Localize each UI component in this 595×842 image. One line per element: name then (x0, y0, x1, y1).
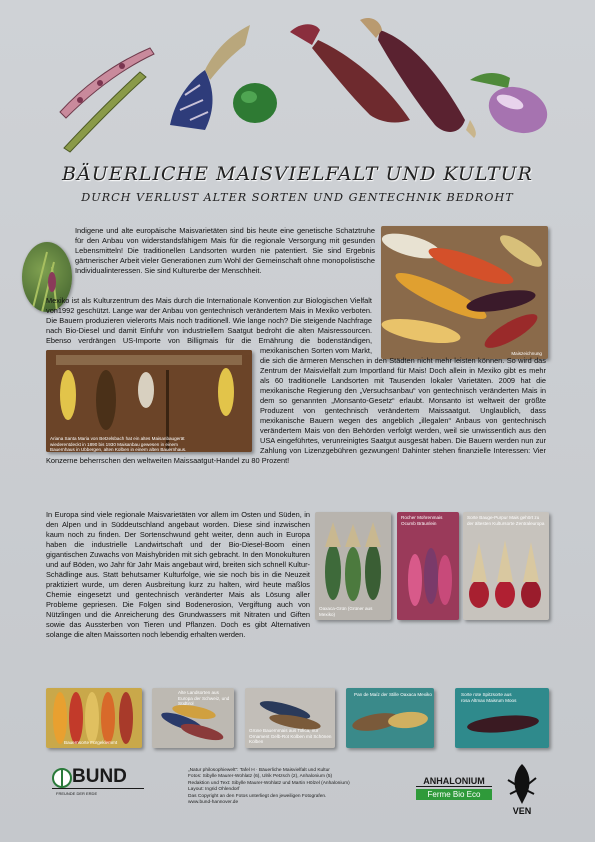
strip-photo-5 (455, 688, 549, 748)
green-pepper-icon (233, 83, 277, 123)
strip-photo-2 (152, 688, 234, 748)
intro-section (75, 226, 375, 276)
red-corn-caption: Sorte Bauge-Purpur Mais gehört zu der ältesten Kultursorte Zentraleuropa (467, 515, 545, 526)
europe-section (46, 510, 310, 640)
page-subtitle: DURCH VERLUST ALTER SORTEN UND GENTECHNIK BEDROHT (81, 191, 514, 204)
pink-corn-icon (397, 512, 459, 620)
anhalonium-name: ANHALONIUM (416, 776, 492, 787)
barn-photo (46, 350, 252, 452)
europe-paragraph: In Europa sind viele regionale Maisvarietäten vor allem im Osten und Süden, in den Alpen und in Süddeutschland angebaut worden. Diese sind inzwischen kaum noch zu finden. Der Sortenschwund geht weiter, denn auch in Europa haben die industrielle Landwirtschaft und der Bio-Diesel-Boom einen gigantischen Zuwachs von Maishybriden mit sich gebracht. In den Monokulturen und auf Böden, wo Jahr für Jahr Mais angebaut wird, breiten sich schnell Kultur-Schädlinge aus. Statt behutsamer Kulturfolge, wie sie noch bis in die Neuzeit praktiziert wurde, um deren Ausbreitung kurz zu halten, wird heute maßlos Chemie eingesetzt und gentechnisch veränderter Mais als Lösung aller Probleme gepriesen. Die Folgen sind Bodenerosion, Vergiftung auch von Nützlingen und die Anreicherung des Grundwassers mit Nitraten und Giften sowie das Aussterben von Tieren und Pflanzen. Doch es gibt Alternativen solange die alten Maissorten noch lebendig erhalten werden. (46, 510, 310, 639)
eggplant-icon (470, 73, 554, 141)
credit-line: Fotos: Sibylle Maurer-Wohlatz (6), Ulrik Petzsch (2), Anhalonium (5) (188, 774, 333, 780)
website-link[interactable]: www.bund-hannover.de (188, 800, 239, 806)
strip-photo-1 (46, 688, 142, 748)
strip-caption-4: Pan de Maíz der Stille Oaxaca Mexiko (354, 692, 432, 697)
page-title: BÄUERLICHE MAISVIELFALT UND KULTUR (62, 163, 533, 185)
anhalonium-tagline: Ferme Bio Eco (416, 789, 492, 800)
ven-name: VEN (512, 806, 532, 816)
red-corn-icon (463, 512, 549, 620)
green-corn-caption: Oaxaca-Grün (Grüner aus Mexiko) (319, 606, 373, 617)
anhalonium-logo (416, 776, 492, 804)
credit-line: „Natur philosophiewelt": Tafel H · Bäuerliche Maisvielfalt und Kultur (188, 768, 330, 773)
barn-caption: Ariana Santa Maria von Betzelsbach hat ein altes Maisanbaugerät wiederentdeckt in 1890 bis 1930 Maisanbau gewesen in einem Bauernhaus in Ubbergen, alten Kolben in einem alten Bauernhaus. (50, 436, 187, 452)
mexico-paragraph: Mexiko ist als Kulturzentrum des Mais durch die Internationale Konvention zur Biologischen Vielfalt von1992 geschützt. Lange war der Anbau von gentechnisch verändertem Mais in Mexiko verboten. Die Bauern produzieren vielerorts Mais noch traditionell. Wie lange noch? Die steigende Nachfrage nach Bio-Diesel und damit Einfuhr von industriellem Saatgut bedroht die alten Maisressourcen. Ebenso verdrängen US-Importe von Billigmais für die Ernährung die bodenständigen, mexikanischen Sorten vom Markt, die sich die ärmeren Menschen in den Städten nicht mehr leisten können. So wird das Zentrum der Maisvielfalt zum Importland für Mais! Doch allein in Mexiko gibt es mehr als 60 traditionelle Landsorten mit Tausenden lokaler Varietäten. 2009 hat die mexikanische Regierung den „Versuchsanbau“ von gentechnisch veränderten Mais in dem so genannten „Monsanto-Gesetz“ erlaubt. Monsanto ist weltweit der größte Produzent von gentechnisch verändertem Maissaatgut. Unglaublich, dass mexikanische Bauern wegen des angeblich „illegalen“ Anbaus von gentechnisch verändertem Mais von den Behörden verfolgt werden, weil sie unwissentlich aus den USA eingeführtes, verunreinigtes Saatgut ausgesät haben. Die Bauern werden nun zur Zahlung von Lizenzgebühren gezwungen! Dahinter stehen finanzielle Interessen: Vier Konzerne beherrschen den weltweiten Maissaatgut-Handel zu 80 Prozent! (46, 296, 546, 465)
strip-photo-4 (346, 688, 434, 748)
bund-divider (52, 788, 144, 789)
bund-leaf-icon (52, 766, 72, 790)
strip-photo-3 (245, 688, 335, 748)
credit-line: Redaktion und Text: Sibylle Maurer-Wohlatz und Martin Hölzel (Anhalonium) (188, 780, 350, 786)
strip-caption-2: Alte Landsorten aus Europa der Schweiz, und Südtirol (178, 690, 230, 706)
red-corn-photo (463, 512, 549, 620)
maroon-corn-icon (360, 18, 476, 138)
bund-tagline: FREUNDE DER ERDE (56, 791, 98, 796)
green-corn-icon (315, 512, 391, 620)
bund-name: BUND (72, 766, 127, 787)
intro-paragraph: Indigene und alte europäische Maisvarietäten sind bis heute eine genetische Schatztruhe für den Anbau von widerstandsfähigem Mais für die regionale Versorgung mit gesunden Lebensmitteln! Die traditionellen Landsorten wurden nie patentiert. Sie sind Ergebnis gärtnerischer Arbeit vieler Generationen zum Wohl der Gemeinschaft ohne monopolistische Individualinteressen. Sie sind Kulturerbe der Menschheit. (75, 226, 375, 275)
strip-caption-5: Sorte rote Spitzsorte aus rosa Altmax Maisrum Moos (461, 692, 517, 703)
credits-block (188, 768, 398, 806)
pink-corn-caption: Rocher Mohrenmais Ocumb Bräunlein (401, 515, 443, 526)
green-corn-photo (315, 512, 391, 620)
credit-line: Das Copyright an den Fotos unterliegt den jeweiligen Fotografen. (188, 793, 327, 799)
strip-caption-1: Bauernsorte Fürgeklemmt (64, 740, 118, 745)
credit-line: Layout: Ingrid Ohlendorf (188, 787, 240, 793)
pink-corn-photo (397, 512, 459, 620)
strip-caption-3: Grüne Bauernmais aus Tolica, nur Ornament Gelb-Rot Kolben mit Schönen Kolben (249, 728, 332, 744)
corn-cobs-caption: Maiszeichnung (511, 350, 542, 356)
corn-figure-icon (504, 760, 540, 806)
ven-logo (504, 760, 540, 820)
orange-corn-icon (46, 688, 142, 748)
bund-logo (52, 766, 144, 806)
vegetable-illustration (0, 0, 595, 160)
